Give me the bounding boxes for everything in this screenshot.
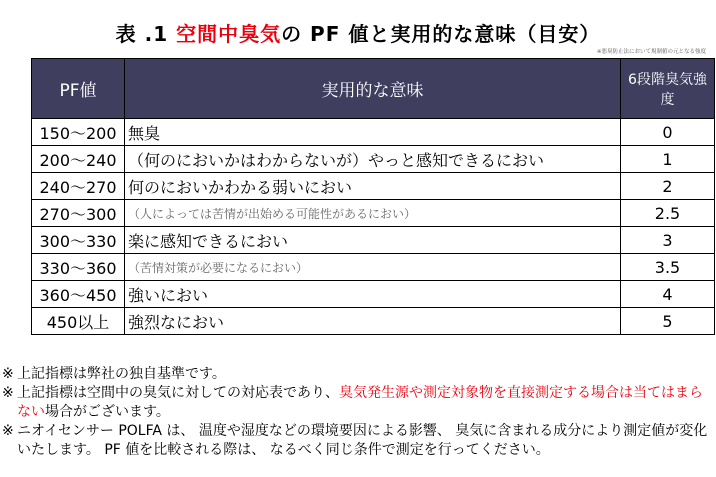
meaning-cell: 楽に感知できるにおい: [125, 227, 621, 254]
meaning-cell: （苦情対策が必要になるにおい）: [125, 254, 621, 281]
intensity-cell: 2: [621, 173, 715, 200]
note-text: [17, 365, 714, 384]
table-header-row: [32, 59, 715, 119]
table-row: [32, 200, 715, 227]
meaning-cell: 強烈なにおい: [125, 308, 621, 335]
note-mark: ※: [2, 366, 14, 382]
note-segment: 上記指標は空間中の臭気に対しての対応表であり、: [17, 385, 339, 401]
meaning-cell: （何のにおいかはわからないが）やっと感知できるにおい: [125, 146, 621, 173]
note-emphasis: 臭気発生源や測定対象物を直接測定する場合は当てはまらない: [17, 385, 703, 420]
pf-range-cell: 330〜360: [32, 254, 125, 281]
note-item: [2, 365, 714, 384]
meaning-cell: 無臭: [125, 119, 621, 146]
header-meaning: 実用的な意味: [125, 59, 621, 119]
note-text: [17, 384, 714, 422]
note-segment: 上記指標は弊社の独自基準です。: [17, 366, 226, 382]
title-highlight: 空間中臭気: [176, 22, 282, 46]
pf-range-cell: 240〜270: [32, 173, 125, 200]
pf-range-cell: 200〜240: [32, 146, 125, 173]
table-row: [32, 308, 715, 335]
title-footnote: ※悪臭防止法において規制値の元となる強度: [596, 49, 706, 55]
intensity-cell: 1: [621, 146, 715, 173]
note-segment: 場合がございます。: [45, 404, 170, 420]
intensity-cell: 0: [621, 119, 715, 146]
meaning-cell: 強いにおい: [125, 281, 621, 308]
title-suffix: の PF 値と実用的な意味（目安）: [281, 22, 601, 46]
meaning-cell: 何のにおいかわかる弱いにおい: [125, 173, 621, 200]
pf-range-cell: 450以上: [32, 308, 125, 335]
table-row: [32, 173, 715, 200]
title-area: [0, 18, 716, 47]
note-item: [2, 384, 714, 422]
title-prefix: 表 .1: [115, 22, 169, 46]
page-title: [116, 18, 601, 47]
note-item: [2, 422, 714, 460]
table-row: [32, 227, 715, 254]
header-odor-intensity: 6段階臭気強度: [621, 59, 715, 119]
intensity-cell: 4: [621, 281, 715, 308]
note-mark: ※: [2, 385, 14, 401]
note-text: [17, 422, 714, 460]
intensity-cell: 3.5: [621, 254, 715, 281]
pf-range-cell: 300〜330: [32, 227, 125, 254]
table-row: [32, 254, 715, 281]
pf-range-cell: 270〜300: [32, 200, 125, 227]
table-row: [32, 281, 715, 308]
meaning-cell: （人によっては苦情が出始める可能性があるにおい）: [125, 200, 621, 227]
intensity-cell: 3: [621, 227, 715, 254]
intensity-cell: 5: [621, 308, 715, 335]
pf-range-cell: 150〜200: [32, 119, 125, 146]
note-segment: ニオイセンサー POLFA は、 温度や湿度などの環境要因による影響、 臭気に含まれる成分により測定値が変化いたします。 PF 値を比較される際は、 なるべく同じ条件で測定を行ってください。: [17, 423, 708, 458]
note-mark: ※: [2, 423, 14, 439]
header-pf-value: PF値: [32, 59, 125, 119]
pf-value-table: [31, 58, 715, 335]
notes-section: [2, 365, 714, 460]
table-row: [32, 119, 715, 146]
intensity-cell: 2.5: [621, 200, 715, 227]
pf-range-cell: 360〜450: [32, 281, 125, 308]
table-row: [32, 146, 715, 173]
